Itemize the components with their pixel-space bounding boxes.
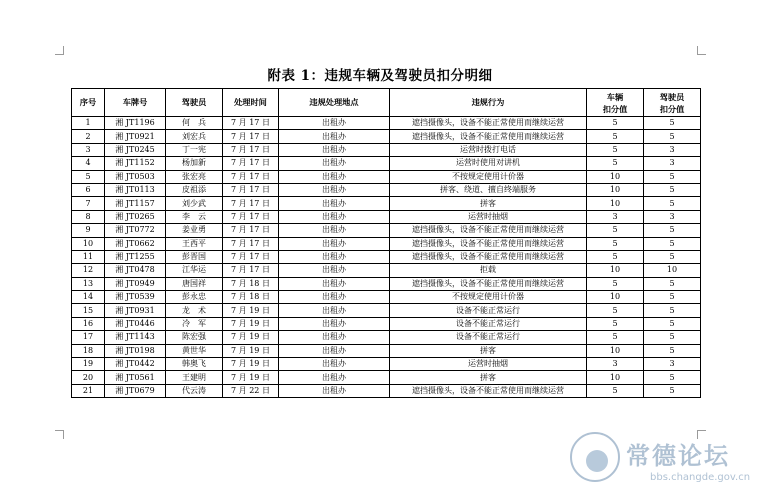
cell-driver-points: 5 (644, 183, 701, 196)
cell-driver: 丁一宪 (166, 143, 223, 156)
cell-index: 4 (72, 157, 105, 170)
cell-behavior: 遮挡摄像头，设备不能正常使用而继续运营 (390, 130, 587, 143)
cell-driver-points: 3 (644, 157, 701, 170)
table-row (72, 384, 701, 397)
cell-date: 7 月 17 日 (223, 130, 279, 143)
cell-index: 14 (72, 291, 105, 304)
table-row (72, 304, 701, 317)
cell-index: 8 (72, 210, 105, 223)
cell-index: 2 (72, 130, 105, 143)
table-row (72, 237, 701, 250)
cell-date: 7 月 17 日 (223, 237, 279, 250)
cell-date: 7 月 17 日 (223, 143, 279, 156)
cell-plate: 湘 JT1157 (105, 197, 166, 210)
cell-date: 7 月 17 日 (223, 224, 279, 237)
cell-behavior: 遮挡摄像头，设备不能正常使用而继续运营 (390, 384, 587, 397)
cell-plate: 湘 JT0539 (105, 291, 166, 304)
cell-vehicle-points: 5 (587, 143, 644, 156)
cell-behavior: 遮挡摄像头，设备不能正常使用而继续运营 (390, 250, 587, 263)
cell-driver: 李 云 (166, 210, 223, 223)
header-vehicle-points-line2: 扣分值 (602, 103, 628, 114)
cell-driver: 姜业勇 (166, 224, 223, 237)
cell-index: 12 (72, 264, 105, 277)
cell-driver-points: 5 (644, 384, 701, 397)
cell-vehicle-points: 5 (587, 130, 644, 143)
cell-driver: 黄世华 (166, 344, 223, 357)
table-row (72, 157, 701, 170)
cell-driver-points: 5 (644, 250, 701, 263)
cell-driver: 何 兵 (166, 117, 223, 130)
header-index: 序号 (72, 89, 105, 117)
cell-location: 出租办 (279, 157, 390, 170)
cell-vehicle-points: 5 (587, 331, 644, 344)
cell-plate: 湘 JT0772 (105, 224, 166, 237)
cell-driver-points: 5 (644, 331, 701, 344)
cell-driver-points: 5 (644, 371, 701, 384)
cell-location: 出租办 (279, 250, 390, 263)
cell-plate: 湘 JT0265 (105, 210, 166, 223)
cell-vehicle-points: 5 (587, 224, 644, 237)
table-row (72, 264, 701, 277)
cell-plate: 湘 JT0921 (105, 130, 166, 143)
cell-location: 出租办 (279, 331, 390, 344)
table-row (72, 197, 701, 210)
table-row (72, 130, 701, 143)
cell-index: 21 (72, 384, 105, 397)
page-corner-mark (55, 430, 64, 439)
cell-driver: 彭永忠 (166, 291, 223, 304)
cell-plate: 湘 JT0478 (105, 264, 166, 277)
cell-driver: 陈宏强 (166, 331, 223, 344)
cell-index: 16 (72, 317, 105, 330)
header-vehicle-points (587, 89, 644, 117)
cell-vehicle-points: 10 (587, 344, 644, 357)
cell-index: 18 (72, 344, 105, 357)
cell-driver-points: 5 (644, 224, 701, 237)
cell-date: 7 月 19 日 (223, 358, 279, 371)
violation-table (71, 88, 701, 398)
cell-index: 10 (72, 237, 105, 250)
header-driver-points (644, 89, 701, 117)
table-row (72, 317, 701, 330)
header-vehicle-points-line1: 车辆 (606, 91, 624, 102)
cell-vehicle-points: 10 (587, 183, 644, 196)
cell-index: 9 (72, 224, 105, 237)
cell-location: 出租办 (279, 117, 390, 130)
cell-date: 7 月 19 日 (223, 317, 279, 330)
table-row (72, 331, 701, 344)
cell-location: 出租办 (279, 344, 390, 357)
cell-vehicle-points: 5 (587, 157, 644, 170)
cell-driver-points: 10 (644, 264, 701, 277)
cell-location: 出租办 (279, 143, 390, 156)
cell-location: 出租办 (279, 371, 390, 384)
cell-vehicle-points: 5 (587, 384, 644, 397)
table-row (72, 250, 701, 263)
cell-driver-points: 5 (644, 317, 701, 330)
cell-date: 7 月 17 日 (223, 170, 279, 183)
cell-index: 1 (72, 117, 105, 130)
cell-plate: 湘 JT0662 (105, 237, 166, 250)
cell-driver: 王建明 (166, 371, 223, 384)
cell-plate: 湘 JT0245 (105, 143, 166, 156)
cell-location: 出租办 (279, 237, 390, 250)
page-corner-mark (55, 46, 64, 55)
cell-plate: 湘 JT0113 (105, 183, 166, 196)
forum-watermark (568, 428, 758, 488)
cell-date: 7 月 17 日 (223, 117, 279, 130)
table-row (72, 183, 701, 196)
cell-driver-points: 5 (644, 130, 701, 143)
cell-behavior: 不按规定使用计价器 (390, 291, 587, 304)
cell-location: 出租办 (279, 384, 390, 397)
cell-driver-points: 5 (644, 344, 701, 357)
cell-driver-points: 5 (644, 277, 701, 290)
cell-behavior: 拼客 (390, 371, 587, 384)
header-plate: 车牌号 (105, 89, 166, 117)
cell-date: 7 月 17 日 (223, 264, 279, 277)
table-row (72, 371, 701, 384)
cell-location: 出租办 (279, 291, 390, 304)
cell-plate: 湘 JT0198 (105, 344, 166, 357)
cell-driver-points: 5 (644, 291, 701, 304)
cell-location: 出租办 (279, 183, 390, 196)
table-row (72, 291, 701, 304)
cell-location: 出租办 (279, 317, 390, 330)
cell-date: 7 月 18 日 (223, 277, 279, 290)
cell-vehicle-points: 10 (587, 197, 644, 210)
cell-index: 19 (72, 358, 105, 371)
cell-date: 7 月 19 日 (223, 304, 279, 317)
cell-driver-points: 5 (644, 237, 701, 250)
cell-behavior: 拼客、绕道、擅自终端服务 (390, 183, 587, 196)
cell-plate: 湘 JT0949 (105, 277, 166, 290)
cell-index: 13 (72, 277, 105, 290)
cell-plate: 湘 JT1255 (105, 250, 166, 263)
watermark-logo-icon (570, 432, 620, 482)
cell-location: 出租办 (279, 197, 390, 210)
cell-location: 出租办 (279, 264, 390, 277)
cell-driver-points: 3 (644, 210, 701, 223)
cell-plate: 湘 JT1143 (105, 331, 166, 344)
cell-behavior: 遮挡摄像头，设备不能正常使用而继续运营 (390, 237, 587, 250)
cell-vehicle-points: 10 (587, 264, 644, 277)
cell-date: 7 月 22 日 (223, 384, 279, 397)
cell-date: 7 月 19 日 (223, 331, 279, 344)
cell-vehicle-points: 3 (587, 210, 644, 223)
cell-plate: 湘 JT0503 (105, 170, 166, 183)
cell-plate: 湘 JT0931 (105, 304, 166, 317)
cell-date: 7 月 19 日 (223, 344, 279, 357)
cell-index: 15 (72, 304, 105, 317)
cell-behavior: 遮挡摄像头，设备不能正常使用而继续运营 (390, 277, 587, 290)
cell-behavior: 设备不能正常运行 (390, 304, 587, 317)
cell-location: 出租办 (279, 170, 390, 183)
cell-behavior: 运营时使用对讲机 (390, 157, 587, 170)
cell-behavior: 拼客 (390, 197, 587, 210)
page-title: 附表 1：违规车辆及驾驶员扣分明细 (267, 68, 493, 84)
cell-driver-points: 5 (644, 197, 701, 210)
watermark-text: 常德论坛 (626, 442, 730, 470)
cell-behavior: 运营时拨打电话 (390, 143, 587, 156)
cell-plate: 湘 JT0679 (105, 384, 166, 397)
cell-behavior: 遮挡摄像头，设备不能正常使用而继续运营 (390, 117, 587, 130)
table-row (72, 170, 701, 183)
cell-location: 出租办 (279, 224, 390, 237)
cell-vehicle-points: 3 (587, 358, 644, 371)
cell-plate: 湘 JT0561 (105, 371, 166, 384)
cell-plate: 湘 JT1196 (105, 117, 166, 130)
cell-behavior: 运营时抽烟 (390, 358, 587, 371)
cell-vehicle-points: 5 (587, 304, 644, 317)
cell-location: 出租办 (279, 130, 390, 143)
cell-driver: 龙 术 (166, 304, 223, 317)
cell-date: 7 月 17 日 (223, 210, 279, 223)
cell-date: 7 月 18 日 (223, 291, 279, 304)
cell-vehicle-points: 5 (587, 250, 644, 263)
cell-index: 6 (72, 183, 105, 196)
header-driver-points-line2: 扣分值 (659, 103, 685, 114)
cell-driver-points: 5 (644, 170, 701, 183)
watermark-url: bbs.changde.gov.cn (650, 472, 751, 483)
cell-location: 出租办 (279, 304, 390, 317)
cell-driver-points: 3 (644, 143, 701, 156)
cell-vehicle-points: 5 (587, 277, 644, 290)
cell-date: 7 月 19 日 (223, 371, 279, 384)
page-corner-mark (697, 46, 706, 55)
cell-index: 20 (72, 371, 105, 384)
table-row (72, 277, 701, 290)
table-row (72, 210, 701, 223)
cell-location: 出租办 (279, 277, 390, 290)
table-row (72, 143, 701, 156)
cell-index: 3 (72, 143, 105, 156)
cell-plate: 湘 JT1152 (105, 157, 166, 170)
cell-index: 5 (72, 170, 105, 183)
cell-vehicle-points: 5 (587, 317, 644, 330)
cell-behavior: 遮挡摄像头，设备不能正常使用而继续运营 (390, 224, 587, 237)
cell-driver: 韩奥飞 (166, 358, 223, 371)
cell-date: 7 月 17 日 (223, 197, 279, 210)
cell-behavior: 设备不能正常运行 (390, 317, 587, 330)
cell-driver: 王西平 (166, 237, 223, 250)
cell-plate: 湘 JT0446 (105, 317, 166, 330)
cell-vehicle-points: 5 (587, 117, 644, 130)
cell-driver: 冷 军 (166, 317, 223, 330)
cell-driver: 彭晋国 (166, 250, 223, 263)
cell-behavior: 拼客 (390, 344, 587, 357)
cell-driver-points: 5 (644, 117, 701, 130)
cell-behavior: 拒载 (390, 264, 587, 277)
header-location: 违规处理地点 (279, 89, 390, 117)
header-behavior: 违规行为 (390, 89, 587, 117)
table-row (72, 344, 701, 357)
cell-driver: 刘宏兵 (166, 130, 223, 143)
table-row (72, 358, 701, 371)
cell-driver: 江华运 (166, 264, 223, 277)
cell-driver-points: 3 (644, 358, 701, 371)
cell-vehicle-points: 10 (587, 291, 644, 304)
cell-date: 7 月 17 日 (223, 157, 279, 170)
cell-driver: 杨加新 (166, 157, 223, 170)
cell-behavior: 运营时抽烟 (390, 210, 587, 223)
cell-date: 7 月 17 日 (223, 250, 279, 263)
cell-behavior: 不按规定使用计价器 (390, 170, 587, 183)
table-row (72, 224, 701, 237)
header-driver-points-line1: 驾驶员 (659, 91, 685, 102)
header-date: 处理时间 (223, 89, 279, 117)
cell-driver-points: 5 (644, 304, 701, 317)
cell-location: 出租办 (279, 210, 390, 223)
cell-vehicle-points: 5 (587, 237, 644, 250)
cell-vehicle-points: 10 (587, 371, 644, 384)
cell-date: 7 月 17 日 (223, 183, 279, 196)
cell-driver: 张宏亮 (166, 170, 223, 183)
table-header-row (72, 89, 701, 117)
table-row (72, 117, 701, 130)
cell-driver: 皮祖添 (166, 183, 223, 196)
cell-vehicle-points: 10 (587, 170, 644, 183)
cell-index: 7 (72, 197, 105, 210)
cell-driver: 代云涛 (166, 384, 223, 397)
header-driver: 驾驶员 (166, 89, 223, 117)
cell-driver: 唐国祥 (166, 277, 223, 290)
cell-location: 出租办 (279, 358, 390, 371)
cell-plate: 湘 JT0442 (105, 358, 166, 371)
cell-index: 11 (72, 250, 105, 263)
cell-index: 17 (72, 331, 105, 344)
cell-driver: 刘少武 (166, 197, 223, 210)
cell-behavior: 设备不能正常运行 (390, 331, 587, 344)
